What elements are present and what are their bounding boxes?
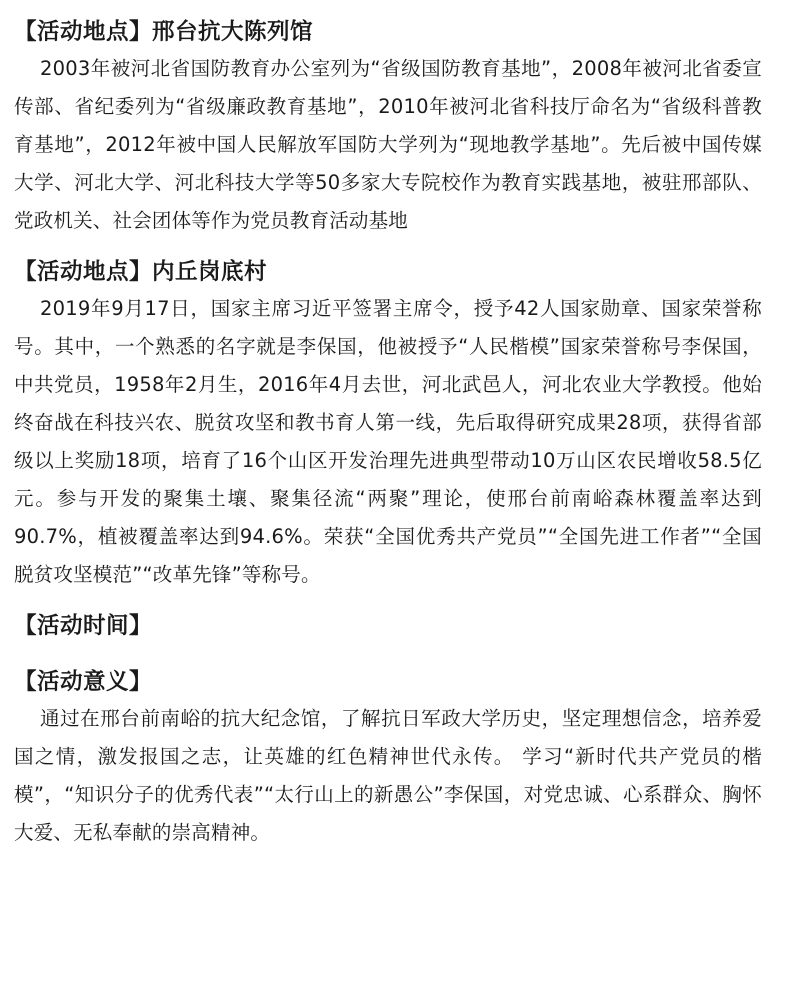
section-heading-time: 【活动时间】 bbox=[14, 613, 153, 639]
spacer bbox=[14, 240, 762, 254]
spacer bbox=[14, 644, 762, 664]
section-body-village: 2019年9月17日，国家主席习近平签署主席令，授予42人国家勋章、国家荣誉称号。其中，一个熟悉的名字就是李保国，他被授予“人民楷模”国家荣誉称号李保国，中共党员，1958年2月生，2016年4月去世，河北武邑人，河北农业大学教授。他始终奋战在科技兴农、脱贫攻坚和教书育人第一线，先后取得研究成果28项，获得省部级以上奖励18项，培育了16个山区开发治理先进典型带动10万山区农民增收58.5亿元。参与开发的聚集土壤、聚集径流“两聚”理论，使邢台前南峪森林覆盖率达到90.7%，植被覆盖率达到94.6%。荣获“全国优秀共产党员”“全国先进工作者”“全国脱贫攻坚模范”“改革先锋”等称号。 bbox=[14, 297, 762, 586]
section-body-significance: 通过在邢台前南峪的抗大纪念馆，了解抗日军政大学历史，坚定理想信念，培养爱国之情，激发报国之志，让英雄的红色精神世代永传。 学习“新时代共产党员的楷模”，“知识分子的优秀代表”“太行山上的新愚公”李保国，对党忠诚、心系群众、胸怀大爱、无私奉献的崇高精神。 bbox=[14, 707, 762, 844]
section-body-museum: 2003年被河北省国防教育办公室列为“省级国防教育基地”，2008年被河北省委宣传部、省纪委列为“省级廉政教育基地”，2010年被河北省科技厅命名为“省级科普教育基地”，2012年被中国人民解放军国防大学列为“现地教学基地”。先后被中国传媒大学、河北大学、河北科技大学等50多家大专院校作为教育实践基地，被驻邢部队、党政机关、社会团体等作为党员教育活动基地 bbox=[14, 57, 762, 232]
spacer bbox=[14, 594, 762, 608]
section-heading-location-museum: 【活动地点】邢台抗大陈列馆 bbox=[14, 19, 314, 45]
section-heading-location-village: 【活动地点】内丘岗底村 bbox=[14, 259, 268, 285]
section-heading-significance: 【活动意义】 bbox=[14, 669, 153, 695]
